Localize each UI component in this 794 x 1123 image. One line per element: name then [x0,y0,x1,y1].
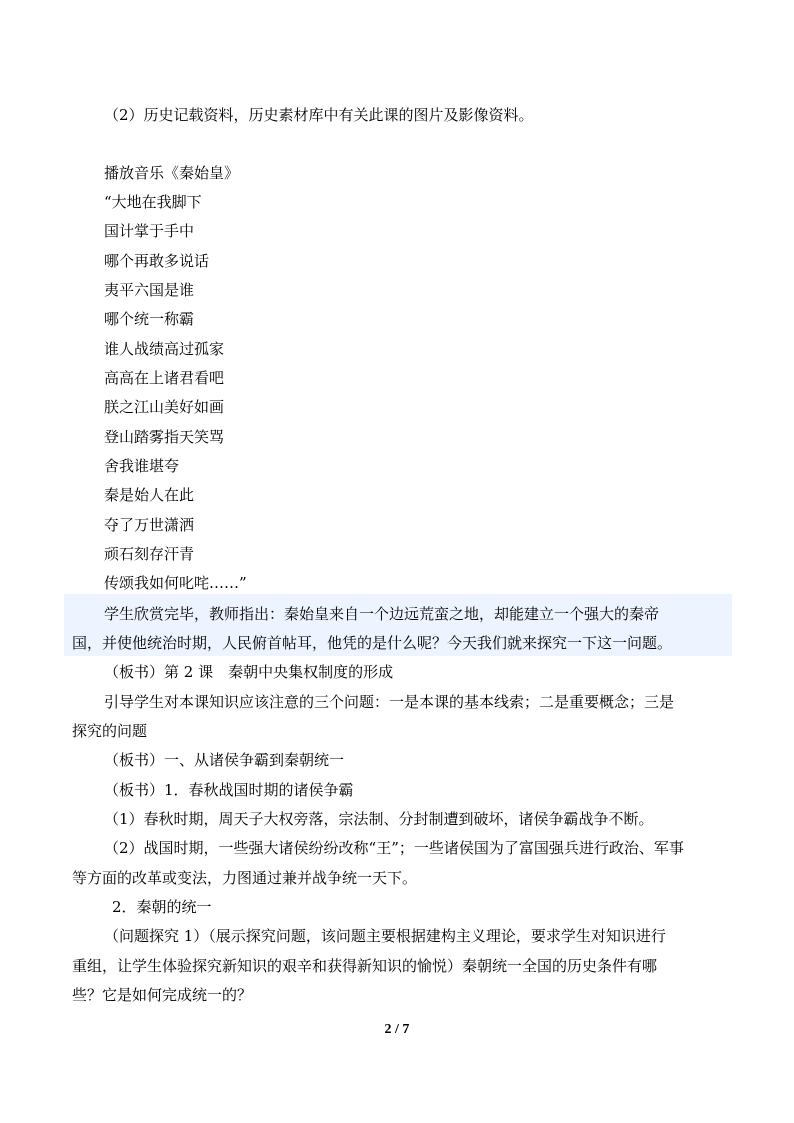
text-line: （1）春秋时期，周天子大权旁落，宗法制、分封制遭到破坏，诸侯争霸战争不断。 [104,810,654,828]
text-line: 朕之江山美好如画 [104,398,225,416]
text-line: 等方面的改革或变法，力图通过兼并战争统一天下。 [72,869,418,887]
text-line: 夺了万世潇洒 [104,516,195,534]
text-line: 夷平六国是谁 [104,281,195,299]
text-line: 探究的问题 [72,722,148,740]
text-line: 国计掌于手中 [104,222,195,240]
page-number: 2 / 7 [384,1022,410,1037]
text-line: 哪个再敢多说话 [104,252,210,270]
text-line: 谁人战绩高过孤家 [104,340,225,358]
text-line: 高高在上诸君看吧 [104,369,225,387]
text-line: 学生欣赏完毕，教师指出：秦始皇来自一个边远荒蛮之地，却能建立一个强大的秦帝 [104,605,660,623]
text-line: 些？它是如何完成统一的？ [72,986,253,1004]
text-line: 秦是始人在此 [104,486,195,504]
text-line: （板书）第 2 课 秦朝中央集权制度的形成 [104,663,394,681]
text-line: 国，并使他统治时期，人民俯首帖耳，他凭的是什么呢？今天我们就来探究一下这一问题。 [72,634,673,652]
text-line: 重组，让学生体验探究新知识的艰辛和获得新知识的愉悦）秦朝统一全国的历史条件有哪 [72,957,658,975]
text-line: 哪个统一称霸 [104,310,195,328]
text-line: （板书）一、从诸侯争霸到秦朝统一 [104,751,345,769]
text-line: 顽石刻存汗青 [104,545,195,563]
text-line: 播放音乐《秦始皇》 [104,164,240,182]
text-line: （问题探究 1）（展示探究问题，该问题主要根据建构主义理论，要求学生对知识进行 [104,927,666,945]
text-line: 舍我谁堪夸 [104,457,180,475]
text-line: （2）历史记载资料，历史素材库中有关此课的图片及影像资料。 [104,106,534,124]
text-line: 传颂我如何叱咤……” [104,574,247,592]
text-line: （板书）1．春秋战国时期的诸侯争霸 [104,781,354,799]
text-line: “大地在我脚下 [104,193,202,211]
text-line: 引导学生对本课知识应该注意的三个问题：一是本课的基本线索；二是重要概念；三是 [104,693,675,711]
text-line: 2．秦朝的统一 [112,898,212,916]
text-line: （2）战国时期，一些强大诸侯纷纷改称“王”；一些诸侯国为了富国强兵进行政治、军事 [104,839,684,857]
text-line: 登山踏雾指天笑骂 [104,428,225,446]
